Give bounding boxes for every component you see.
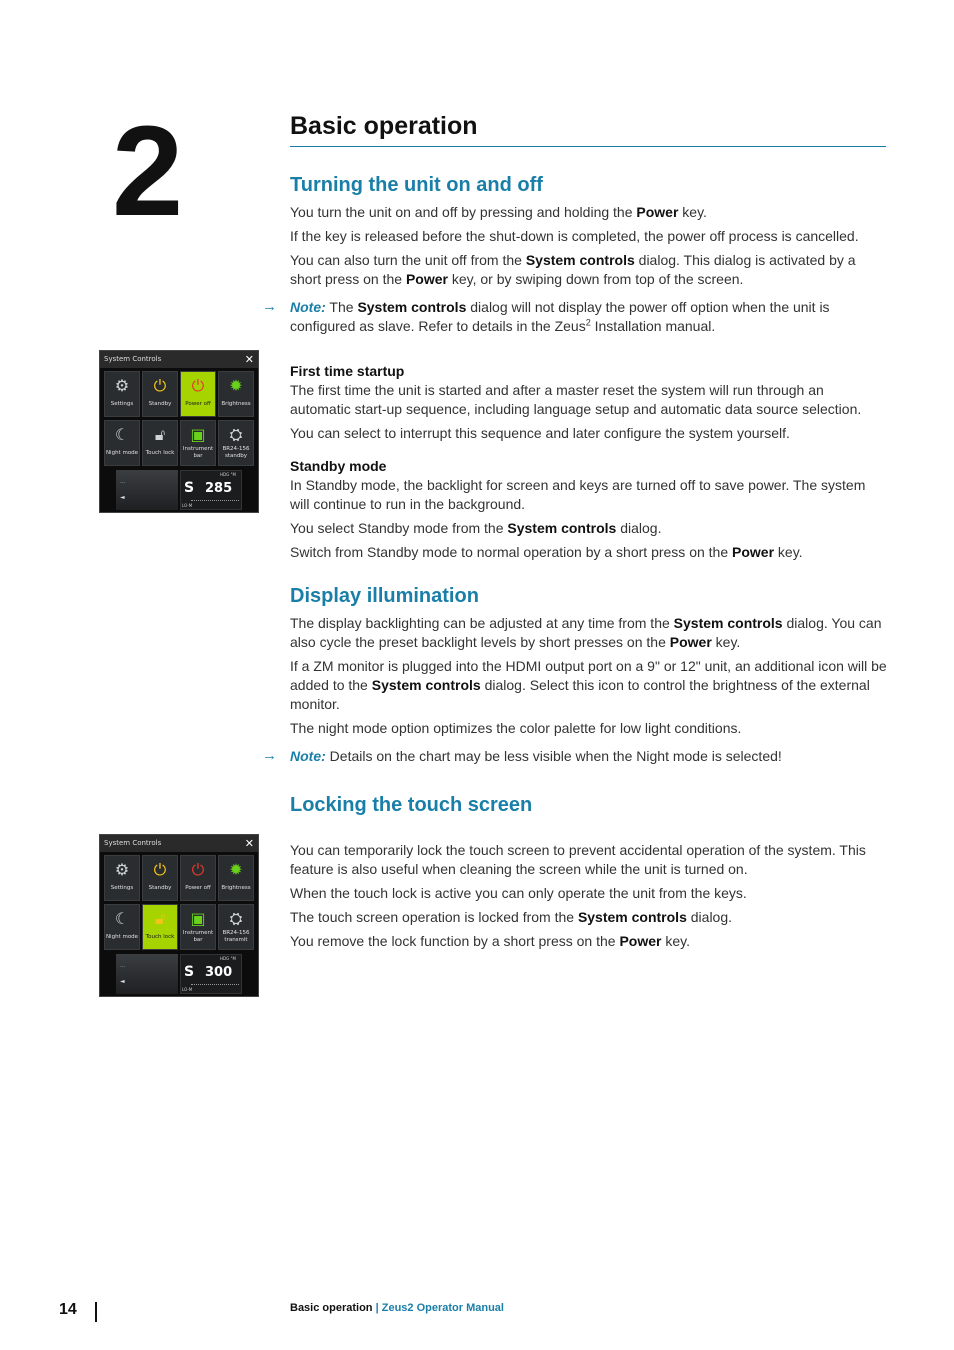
power-icon: ⏻ [153, 860, 167, 879]
tile-label: Instrument bar [182, 446, 214, 459]
heading-turning-on-off: Turning the unit on and off [290, 174, 543, 196]
paragraph: If a ZM monitor is plugged into the HDMI output port on a 9" or 12" unit, an additional icon will be added to the System controls dialog. Select this icon to control the brightness of the external monitor. [290, 658, 887, 712]
tile-label: Settings [110, 401, 134, 407]
power-icon: ⏻ [191, 860, 205, 879]
moon-icon: ☾ [114, 909, 130, 928]
scale [191, 982, 239, 985]
tile-label: Touch lock [145, 450, 175, 456]
dots: ... [120, 962, 126, 969]
page-divider [95, 1302, 97, 1322]
tile-night-mode[interactable] [104, 420, 140, 466]
bar-left-panel [116, 470, 178, 510]
chapter-number: 2 [112, 100, 180, 243]
tile-standby[interactable] [142, 371, 178, 417]
paragraph: The touch screen operation is locked from the System controls dialog. [290, 909, 733, 925]
paragraph: The night mode option optimizes the color palette for low light conditions. [290, 720, 742, 736]
note: Note: Details on the chart may be less visible when the Night mode is selected! [290, 748, 782, 764]
instrument-bar-preview [180, 470, 242, 510]
gear-icon: ⚙ [114, 376, 130, 395]
paragraph: If the key is released before the shut-down is completed, the power off process is cancelled. [290, 228, 859, 244]
paragraph: You can temporarily lock the touch screen to prevent accidental operation of the system. This feature is also useful when cleaning the screen while the unit is turned on. [290, 842, 866, 877]
tile-instrument-bar[interactable] [180, 420, 216, 466]
paragraph: You can select to interrupt this sequence and later configure the system yourself. [290, 425, 790, 441]
tile-radar[interactable] [218, 904, 254, 950]
heading-display-illumination: Display illumination [290, 585, 479, 607]
radar-icon: ⛭ [229, 425, 243, 444]
dialog-title: System Controls [100, 835, 258, 852]
lo-label: LO-M [182, 987, 193, 992]
left-arrow-icon: ◄ [120, 978, 125, 985]
footer-separator: | [372, 1302, 382, 1314]
dialog-title: System Controls [100, 351, 258, 368]
hdg-label: HDG °M [220, 472, 236, 477]
note: Note: The System controls dialog will not display the power off option when the unit is configured as slave. Refer to details in the Zeus$^2$ Installation manual. [290, 299, 830, 334]
footer [290, 1302, 504, 1314]
tile-label: BR24-156 transmit [222, 930, 250, 943]
paragraph: When the touch lock is active you can only operate the unit from the keys. [290, 885, 747, 901]
tile-power-off[interactable] [180, 371, 216, 417]
radar-icon: ⛭ [229, 909, 243, 928]
tile-label: Standby [148, 401, 172, 407]
left-arrow-icon: ◄ [120, 494, 125, 501]
tile-label: Night mode [105, 450, 139, 456]
tile-label: Brightness [221, 885, 251, 891]
instrument-bar-icon: ▣ [190, 425, 206, 444]
sun-icon: ✹ [229, 860, 243, 879]
note-arrow-icon: → [262, 747, 277, 764]
note-arrow-icon: → [262, 298, 277, 315]
title-rule [290, 146, 886, 147]
tile-standby[interactable] [142, 855, 178, 901]
paragraph: You select Standby mode from the System controls dialog. [290, 520, 662, 536]
lo-label: LO-M [182, 503, 193, 508]
heading-first-startup: First time startup [290, 363, 405, 379]
tile-settings[interactable] [104, 371, 140, 417]
sun-icon: ✹ [229, 376, 243, 395]
hdg-label: HDG °M [220, 956, 236, 961]
footer-manual: Zeus2 Operator Manual [381, 1302, 504, 1314]
paragraph: Switch from Standby mode to normal operation by a short press on the Power key. [290, 544, 803, 560]
paragraph: You turn the unit on and off by pressing and holding the Power key. [290, 204, 707, 220]
tile-label: Settings [110, 885, 134, 891]
tile-brightness[interactable] [218, 371, 254, 417]
instrument-bar-preview [180, 954, 242, 994]
moon-icon: ☾ [114, 425, 130, 444]
tile-touch-lock[interactable] [142, 904, 178, 950]
bar-letter: S [184, 480, 195, 496]
system-controls-dialog [99, 350, 259, 513]
tile-label: Instrument bar [182, 930, 214, 943]
tile-settings[interactable] [104, 855, 140, 901]
paragraph: You can also turn the unit off from the System controls dialog. This dialog is activated by a short press on the Power key, or by swiping down from top of the screen. [290, 252, 856, 287]
system-controls-dialog [99, 834, 259, 997]
close-icon[interactable]: ✕ [244, 353, 254, 366]
tile-night-mode[interactable] [104, 904, 140, 950]
instrument-bar-icon: ▣ [190, 909, 206, 928]
tile-label: Night mode [105, 934, 139, 940]
scale [191, 498, 239, 501]
page-number: 14 [59, 1301, 77, 1318]
bar-value: 300 [205, 965, 233, 980]
power-icon: ⏻ [191, 376, 205, 395]
power-icon: ⏻ [153, 376, 167, 395]
heading-standby: Standby mode [290, 458, 387, 474]
paragraph: The display backlighting can be adjusted at any time from the System controls dialog. You can also cycle the preset backlight levels by short presses on the Power key. [290, 615, 882, 650]
bar-letter: S [184, 964, 195, 980]
bar-left-panel [116, 954, 178, 994]
lock-icon: 🔓︎ [154, 425, 166, 444]
dots: ... [120, 478, 126, 485]
footer-chapter: Basic operation [290, 1302, 373, 1314]
tile-power-off[interactable] [180, 855, 216, 901]
tile-label: BR24-156 standby [222, 446, 250, 459]
tile-label: Power off [185, 401, 211, 407]
tile-instrument-bar[interactable] [180, 904, 216, 950]
paragraph: The first time the unit is started and after a master reset the system will run through an automatic start-up sequence, including language setup and automatic data source selection. [290, 382, 862, 417]
tile-radar[interactable] [218, 420, 254, 466]
paragraph: You remove the lock function by a short press on the Power key. [290, 933, 690, 949]
tile-label: Touch lock [145, 934, 175, 940]
lock-icon: 🔓︎ [154, 909, 166, 928]
tile-brightness[interactable] [218, 855, 254, 901]
tile-label: Power off [185, 885, 211, 891]
close-icon[interactable]: ✕ [244, 837, 254, 850]
tile-label: Brightness [221, 401, 251, 407]
chapter-title: Basic operation [290, 112, 478, 140]
heading-locking-touch-screen: Locking the touch screen [290, 794, 533, 816]
bar-value: 285 [205, 481, 233, 496]
tile-touch-lock[interactable] [142, 420, 178, 466]
paragraph: In Standby mode, the backlight for screen and keys are turned off to save power. The system will continue to run in the background. [290, 477, 866, 512]
gear-icon: ⚙ [114, 860, 130, 879]
tile-label: Standby [148, 885, 172, 891]
